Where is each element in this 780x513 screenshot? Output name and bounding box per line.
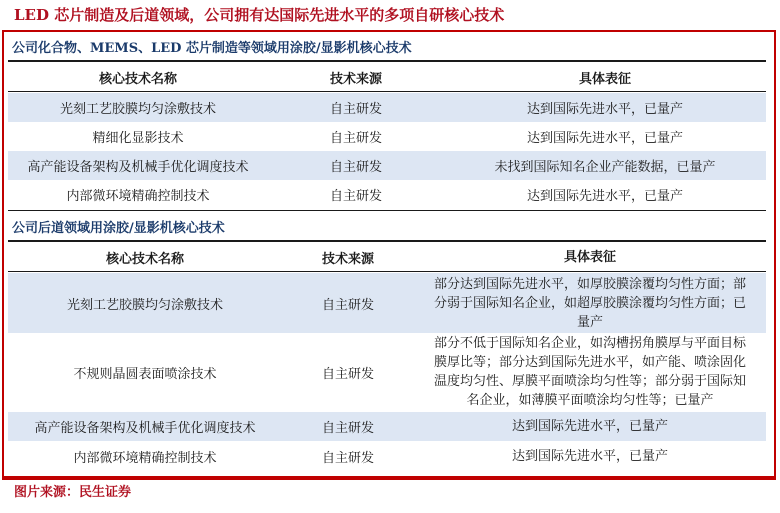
table-row	[8, 333, 766, 411]
tech-name-cell: 精细化显影技术	[92, 131, 184, 146]
characteristics-cell: 未找到国际知名企业产能数据，已量产	[494, 160, 716, 175]
table-row	[8, 273, 766, 333]
source-note: 图片来源：民生证券	[14, 485, 132, 500]
section1-heading: 公司化合物、MEMS、LED 芯片制造等领域用涂胶/显影机核心技术	[8, 36, 766, 62]
tech-source-cell: 自主研发	[329, 102, 382, 117]
characteristics-cell: 达到国际先进水平，已量产	[526, 102, 683, 117]
tech-name-cell: 高产能设备架构及机械手优化调度技术	[27, 160, 249, 175]
tech-name-cell: 光刻工艺胶膜均匀涂敷技术	[59, 102, 216, 117]
tech-source-cell: 自主研发	[329, 131, 382, 146]
tech-source-cell: 自主研发	[329, 189, 382, 204]
table-row	[8, 412, 766, 441]
characteristics-cell: 部分达到国际先进水平，如厚胶膜涂覆均匀性方面；部分弱于国际知名企业，如超厚胶膜涂覆均匀性方面；已量产	[433, 276, 746, 330]
characteristics-cell: 部分不低于国际知名企业，如沟槽拐角膜厚与平面目标膜厚比等；部分达到国际先进水平，如产能、喷涂固化温度均匀性、厚膜平面喷涂均匀性等；部分弱于国际知名企业，如薄膜平面喷涂均匀性等；已量产	[433, 336, 746, 408]
header-characteristics: 具体表征	[563, 250, 616, 265]
tech-source-cell: 自主研发	[329, 160, 382, 175]
tech-name-cell: 不规则晶圆表面喷涂技术	[73, 366, 217, 382]
tech-source-cell: 自主研发	[321, 450, 374, 466]
characteristics-cell: 达到国际先进水平，已量产	[526, 131, 683, 146]
section1-header-row	[8, 64, 766, 92]
tech-source-cell: 自主研发	[321, 297, 374, 313]
tech-name-cell: 光刻工艺胶膜均匀涂敷技术	[66, 297, 223, 313]
table-row	[8, 151, 766, 180]
tech-source-cell: 自主研发	[321, 421, 374, 436]
page-title: LED 芯片制造及后道领域，公司拥有达国际先进水平的多项自研核心技术	[14, 6, 505, 24]
section2-heading: 公司后道领域用涂胶/显影机核心技术	[8, 216, 766, 242]
header-tech-source: 技术来源	[321, 252, 374, 267]
table-row	[8, 180, 766, 209]
tech-name-cell: 内部微环境精确控制技术	[73, 450, 217, 466]
section2-header-row	[8, 244, 766, 272]
header-tech-source: 技术来源	[329, 72, 382, 87]
tech-name-cell: 高产能设备架构及机械手优化调度技术	[34, 421, 256, 436]
header-tech-name: 核心技术名称	[105, 252, 184, 267]
bottom-rule	[2, 478, 776, 480]
tech-source-cell: 自主研发	[321, 366, 374, 382]
characteristics-cell: 达到国际先进水平，已量产	[511, 448, 668, 464]
header-tech-name: 核心技术名称	[98, 72, 177, 87]
characteristics-cell: 达到国际先进水平，已量产	[526, 189, 683, 204]
table-row	[8, 122, 766, 151]
characteristics-cell: 达到国际先进水平，已量产	[511, 419, 668, 434]
header-characteristics: 具体表征	[578, 72, 631, 87]
table-row	[8, 93, 766, 122]
table-row	[8, 441, 766, 471]
section-divider	[8, 210, 766, 211]
tech-name-cell: 内部微环境精确控制技术	[66, 189, 210, 204]
